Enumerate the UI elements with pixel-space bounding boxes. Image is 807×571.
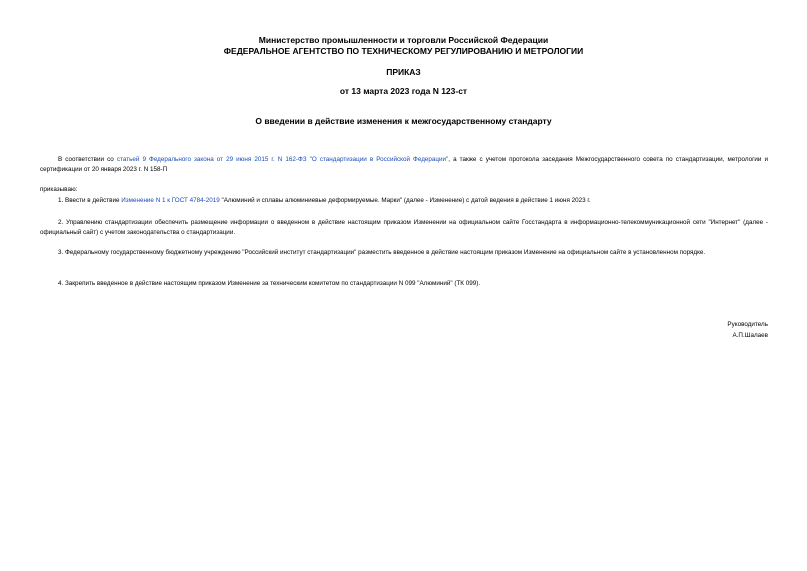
signatory-position: Руководитель bbox=[727, 321, 768, 328]
ministry-name: Министерство промышленности и торговли Российской Федерации bbox=[258, 35, 549, 45]
federal-law-link[interactable]: статьей 9 Федерального закона от 29 июня 2015 г. N 162-ФЗ "О стандартизации в Российской Федерации" bbox=[116, 156, 449, 163]
preamble-paragraph bbox=[40, 155, 768, 175]
preamble-text-start: В соответствии со bbox=[58, 156, 117, 163]
item-1-suffix: "Алюминий и сплавы алюминиевые деформируемые. Марки" (далее - Изменение) с датой ведения в действие 1 июня 2023 г. bbox=[219, 197, 591, 204]
order-word: приказываю: bbox=[40, 186, 78, 193]
gost-amendment-link[interactable]: Изменение N 1 к ГОСТ 4784-2019 bbox=[121, 197, 220, 204]
document-date-number: от 13 марта 2023 года N 123-ст bbox=[339, 86, 468, 96]
signatory-name: А.П.Шалаев bbox=[732, 332, 768, 339]
item-1-prefix: 1. Ввести в действие bbox=[58, 197, 122, 204]
item-4-paragraph: 4. Закрепить введенное в действие настоящим приказом Изменение за техническим комитетом по стандартизации N 099 "Алюминий" (ТК 099). bbox=[58, 280, 481, 287]
preamble-text-end: , а также с учетом протокола заседания Межгосударственного совета по стандартизации, метрологии и сертификации от 20 января 2023 г. N 158-П bbox=[40, 156, 768, 173]
document-title: О введении в действие изменения к межгосударственному стандарту bbox=[255, 116, 552, 126]
item-2-paragraph: 2. Управлению стандартизации обеспечить размещение информации о введенном в действие настоящим приказом Изменении на официальном сайте Госстандарта в информационно-телекоммуникационной сети "Интернет" (далее - официальный сайт) с учетом законодательства о стандартизации. bbox=[40, 219, 768, 236]
item-3-paragraph: 3. Федеральному государственному бюджетному учреждению "Российский институт стандартизации" разместить введенное в действие настоящим приказом Изменение на официальном сайте в установленном порядке. bbox=[58, 249, 706, 256]
agency-name: ФЕДЕРАЛЬНОЕ АГЕНТСТВО ПО ТЕХНИЧЕСКОМУ РЕГУЛИРОВАНИЮ И МЕТРОЛОГИИ bbox=[223, 46, 584, 56]
document-type: ПРИКАЗ bbox=[386, 67, 421, 77]
item-1-paragraph bbox=[40, 196, 768, 206]
